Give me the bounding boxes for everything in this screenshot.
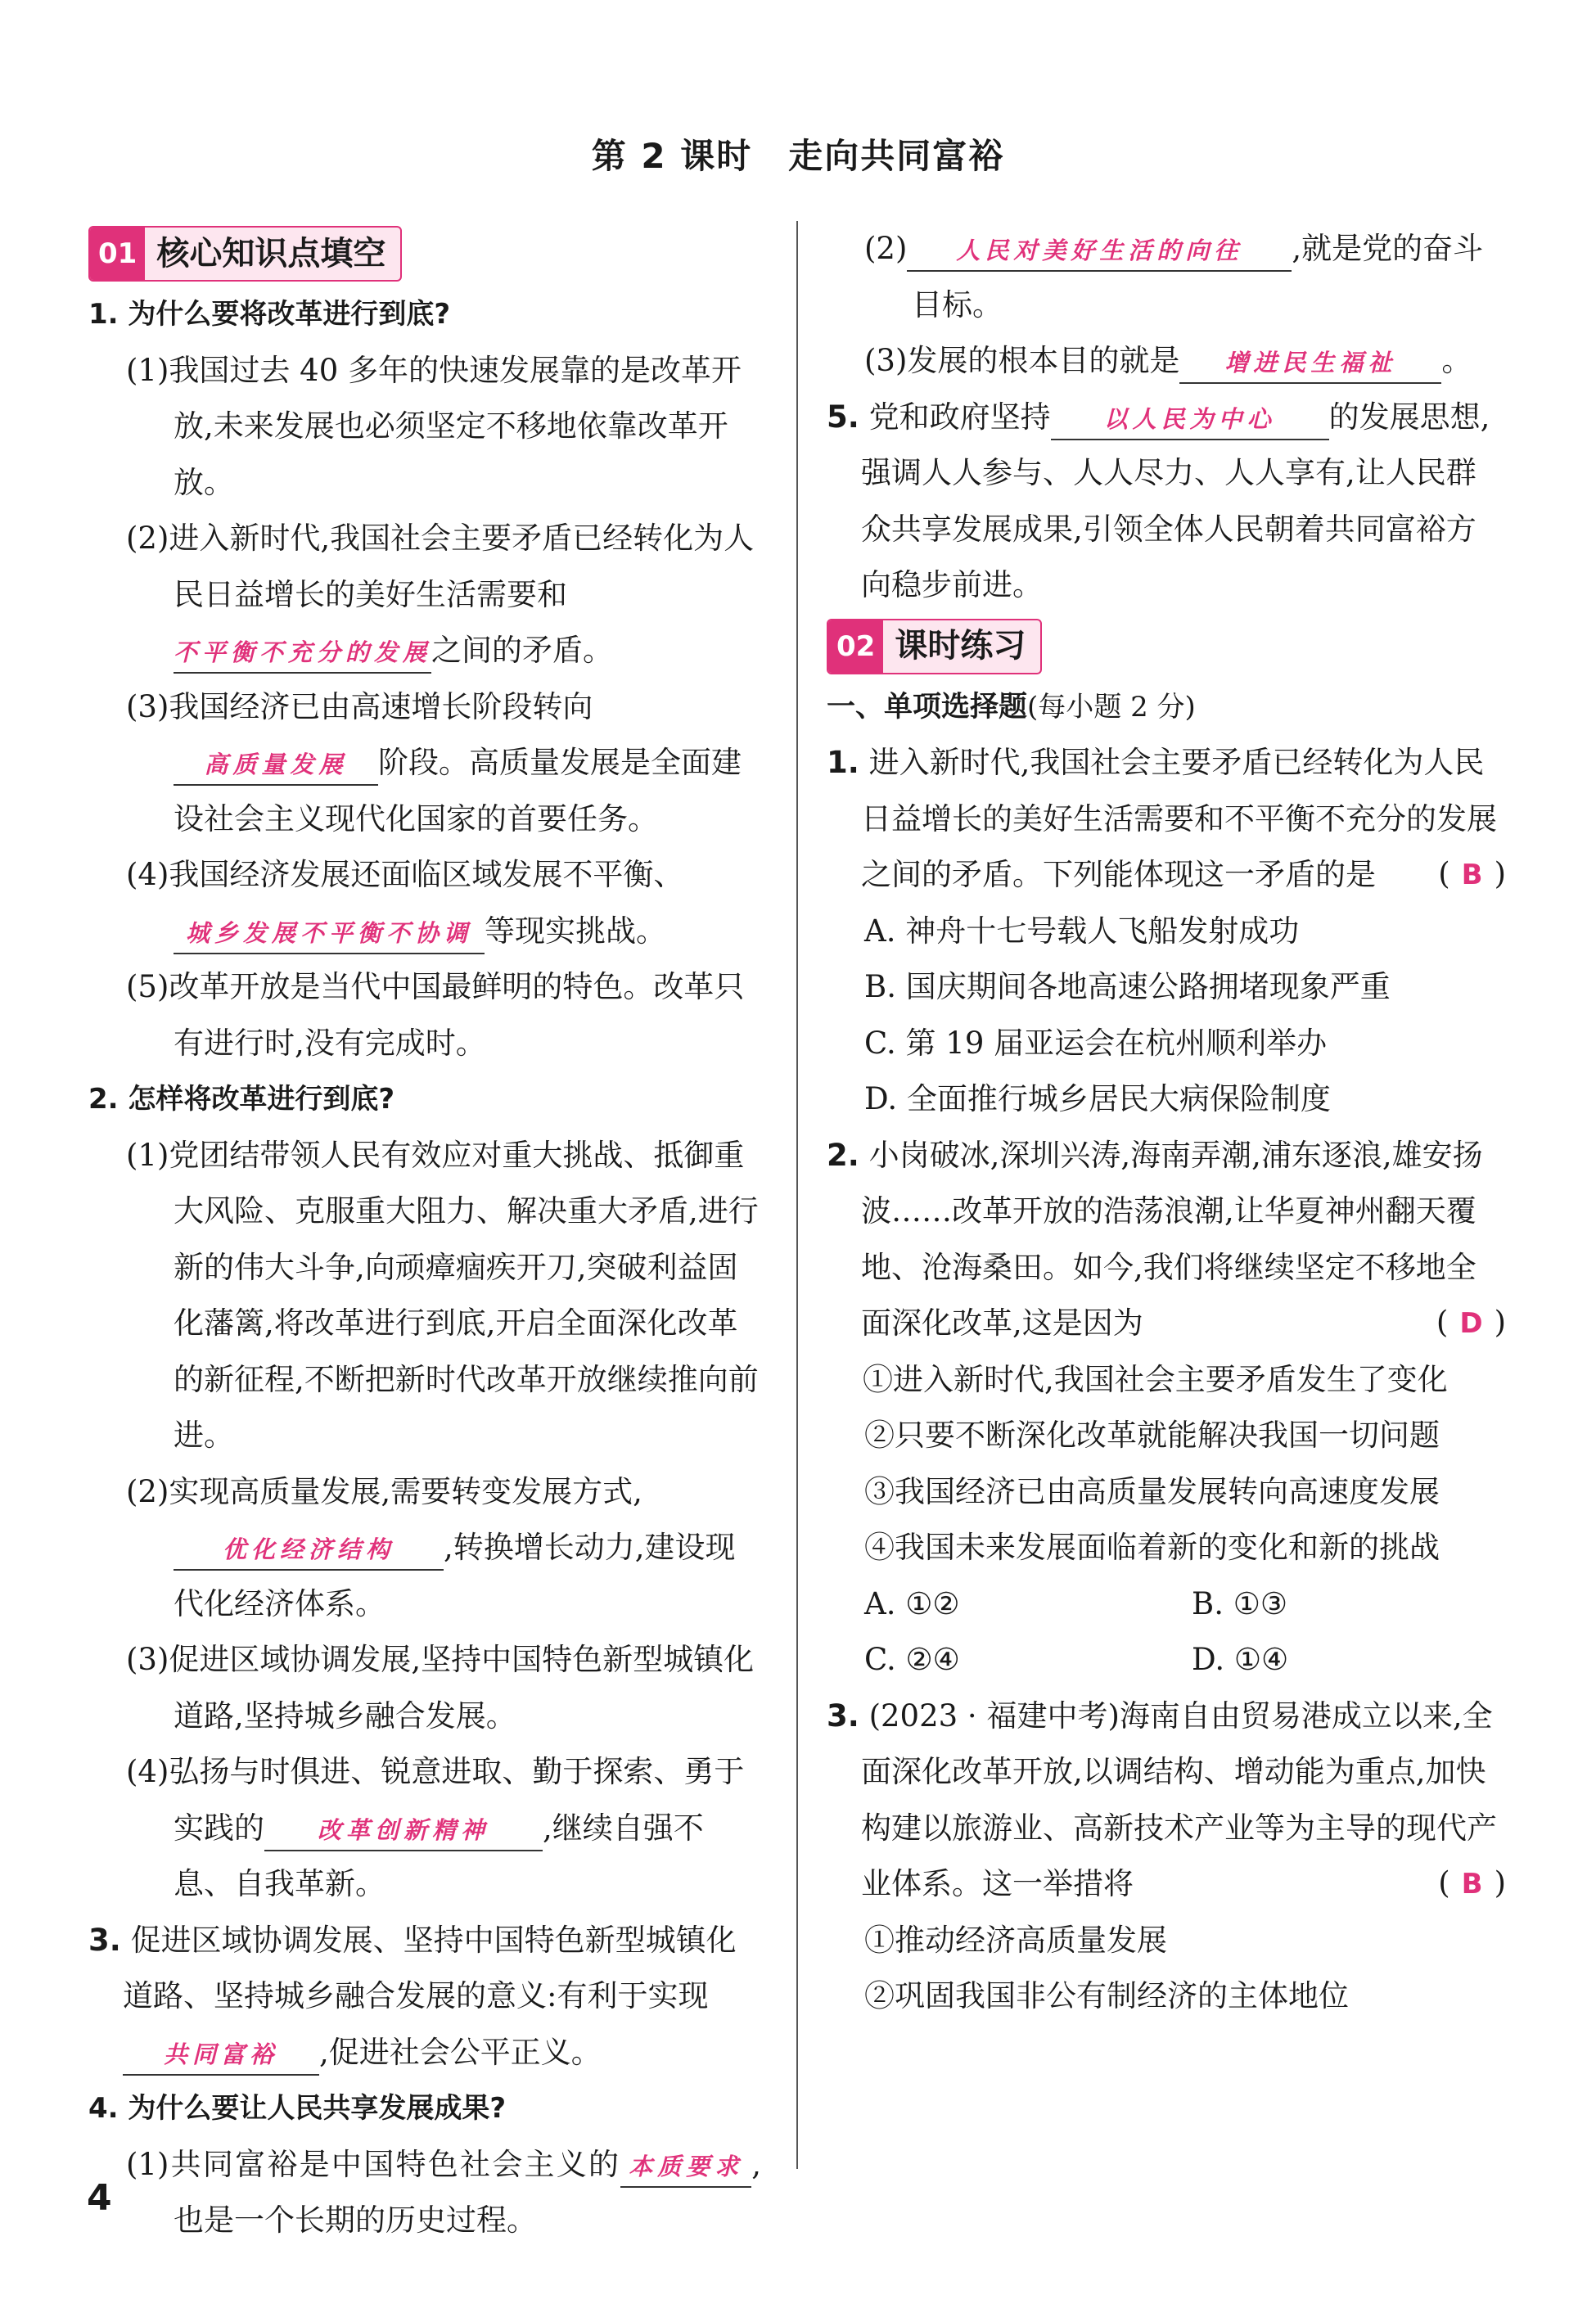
text: (1)共同富裕是中国特色社会主义的 (126, 2146, 621, 2182)
text: (4)弘扬与时俱进、锐意进取、勤于探索、勇于实践的 (126, 1754, 745, 1846)
q1-point-5: (5)改革开放是当代中国最鲜明的特色。改革只有进行时,没有完成时。 (126, 969, 745, 1061)
answer-blank (1051, 398, 1329, 440)
page-number: 4 (87, 2177, 112, 2219)
text: ,也是一个长期的历史过程。 (174, 2146, 761, 2238)
option: C. 第 19 届亚运会在杭州顺利举办 (864, 1025, 1328, 1061)
text: (2)进入新时代,我国社会主要矛盾已经转化为人民日益增长的美好生活需要和 (126, 521, 755, 612)
statement: ③我国经济已由高质量发展转向高速度发展 (864, 1473, 1440, 1509)
question-number: 1. (88, 298, 119, 331)
answer-blank (123, 2033, 319, 2076)
option: B. 国庆期间各地高速公路拥堵现象严重 (864, 969, 1391, 1004)
answer-blank (174, 743, 378, 786)
question-text: 小岗破冰,深圳兴涛,海南弄潮,浦东逐浪,雄安扬波……改革开放的浩荡浪潮,让华夏神州翻天覆地、沧海桑田。如今,我们将继续坚定不移地全面深化改革,这是因为 (861, 1137, 1483, 1341)
filled-answer: 不平衡不充分的发展 (174, 638, 432, 666)
filled-answer: 以人民为中心 (1103, 404, 1276, 433)
text: 促进区域协调发展、坚持中国特色新型城镇化道路、坚持城乡融合发展的意义:有利于实现 (123, 1922, 737, 2013)
filled-answer: 高质量发展 (204, 751, 348, 778)
mc-question-1 (827, 735, 1506, 904)
question-text: 进入新时代,我国社会主要矛盾已经转化为人民日益增长的美好生活需要和不平衡不充分的发展之间的矛盾。下列能体现这一矛盾的是 (861, 745, 1497, 892)
filled-answer: 本质要求 (629, 2152, 744, 2180)
q1-point-1: (1)我国过去 40 多年的快速发展靠的是改革开放,未来发展也必须坚定不移地依靠改革开放。 (126, 352, 742, 500)
section-label: 核心知识点填空 (156, 234, 386, 273)
section-header-knowledge (88, 226, 402, 282)
q2-point-2 (88, 1464, 761, 1633)
filled-answer: 优化经济结构 (222, 1535, 394, 1563)
question-number: 3. (88, 1922, 121, 1958)
option: B. ①③ (1192, 1585, 1288, 1621)
part-note: (每小题 2 分) (1027, 690, 1196, 724)
text: ,促进社会公平正义。 (319, 2034, 602, 2070)
question-number: 1. (827, 745, 859, 780)
answer-blank (620, 2145, 751, 2188)
q4-point-3 (827, 333, 1506, 390)
question-number: 3. (827, 1698, 859, 1734)
left-column (88, 221, 761, 2249)
text: 等现实挑战。 (485, 913, 666, 949)
question-1 (88, 286, 761, 343)
answer-blank (1179, 341, 1441, 384)
text: (3)我国经济已由高速增长阶段转向 (126, 688, 593, 724)
text: 党和政府坚持 (868, 399, 1051, 435)
option: A. 神舟十七号载人飞船发射成功 (864, 913, 1300, 949)
text: 阶段。高质量发展是全面建设社会主义现代化国家的首要任务。 (174, 745, 742, 836)
right-column (827, 221, 1506, 2025)
text: 之间的矛盾。 (431, 633, 614, 668)
text: (2)实现高质量发展,需要转变发展方式, (126, 1473, 642, 1509)
part-title-text: 一、单项选择题 (827, 690, 1028, 724)
statement: ②巩固我国非公有制经济的主体地位 (864, 1978, 1349, 2013)
mc-question-3 (827, 1689, 1506, 1913)
q2-point-4 (88, 1744, 761, 1913)
option-row (827, 1632, 1506, 1689)
option: D. ①④ (1192, 1642, 1289, 1677)
q4-point-2 (827, 221, 1506, 333)
q2-point-3: (3)促进区域协调发展,坚持中国特色新型城镇化道路,坚持城乡融合发展。 (126, 1642, 755, 1734)
question-3 (88, 1913, 761, 2081)
filled-answer: 改革创新精神 (317, 1815, 489, 1844)
section-header-practice (827, 619, 1042, 674)
section-label: 课时练习 (895, 627, 1026, 665)
answer-letter: B (1461, 859, 1483, 891)
text: ,就是党的奋斗目标。 (912, 231, 1484, 322)
answer-blank (174, 631, 431, 674)
question-text: 为什么要将改革进行到底? (128, 298, 451, 331)
answer-letter: B (1461, 1868, 1483, 1900)
question-number: 5. (827, 399, 859, 435)
q4-point-1 (88, 2137, 761, 2249)
question-5 (827, 390, 1506, 614)
question-number: 4. (88, 2092, 119, 2125)
statement: ②只要不断深化改革就能解决我国一切问题 (864, 1418, 1440, 1453)
question-4 (88, 2081, 761, 2137)
text: 。 (1441, 343, 1472, 378)
answer-blank (264, 1809, 543, 1851)
text: (2) (864, 231, 908, 266)
text: (4)我国经济发展还面临区域发展不平衡、 (126, 857, 684, 892)
option-row (827, 1576, 1506, 1633)
option: A. ①② (864, 1585, 960, 1621)
option: D. 全面推行城乡居民大病保险制度 (864, 1081, 1331, 1116)
question-number: 2. (827, 1137, 859, 1173)
answer-blank (174, 1528, 444, 1571)
question-text: 怎样将改革进行到底? (128, 1083, 395, 1116)
question-text: (2023 · 福建中考)海南自由贸易港成立以来,全面深化改革开放,以调结构、增动能为重点,加快构建以旅游业、高新技术产业等为主导的现代产业体系。这一举措将 (861, 1698, 1497, 1901)
answer-paren: ( B ) (1438, 856, 1506, 891)
text: ,转换增长动力,建设现代化经济体系。 (174, 1530, 736, 1621)
answer-letter: D (1459, 1307, 1483, 1340)
answer-blank (174, 912, 485, 954)
statement: ①进入新时代,我国社会主要矛盾发生了变化 (863, 1361, 1448, 1397)
mc-question-2 (827, 1128, 1506, 1352)
filled-answer: 人民对美好生活的向往 (956, 237, 1243, 264)
statement: ①推动经济高质量发展 (864, 1922, 1167, 1958)
question-2 (88, 1071, 761, 1128)
text: (3)发展的根本目的就是 (864, 343, 1180, 378)
question-number: 2. (88, 1083, 119, 1116)
section-number: 01 (90, 228, 145, 280)
column-divider (796, 221, 798, 2169)
answer-paren: ( D ) (1436, 1305, 1506, 1340)
answer-paren: ( B ) (1438, 1865, 1506, 1900)
filled-answer: 共同富裕 (163, 2040, 278, 2068)
option: C. ②④ (864, 1642, 960, 1677)
filled-answer: 城乡发展不平衡不协调 (185, 918, 472, 947)
text: ,继续自强不息、自我革新。 (174, 1810, 704, 1901)
q1-point-4 (88, 847, 761, 959)
question-text: 为什么要让人民共享发展成果? (128, 2092, 507, 2125)
statement: ④我国未来发展面临着新的变化和新的挑战 (864, 1530, 1440, 1565)
lesson-title: 第 2 课时 走向共同富裕 (591, 136, 1005, 176)
q1-point-3 (88, 679, 761, 848)
filled-answer: 增进民生福祉 (1224, 349, 1397, 376)
text: 的发展思想,强调人人参与、人人尽力、人人享有,让人民群众共享发展成果,引领全体人民朝着共同富裕方向稳步前进。 (861, 399, 1490, 602)
part-title (827, 679, 1506, 736)
section-number: 02 (828, 620, 883, 673)
answer-blank (907, 229, 1292, 272)
q2-point-1: (1)党团结带领人民有效应对重大挑战、抵御重大风险、克服重大阻力、解决重大矛盾,进行新的伟大斗争,向顽瘴痼疾开刀,突破利益固化藩篱,将改革进行到底,开启全面深化改革的新征程,不断把新时代改革开放继续推向前进。 (126, 1137, 759, 1453)
q1-point-2 (88, 511, 761, 679)
